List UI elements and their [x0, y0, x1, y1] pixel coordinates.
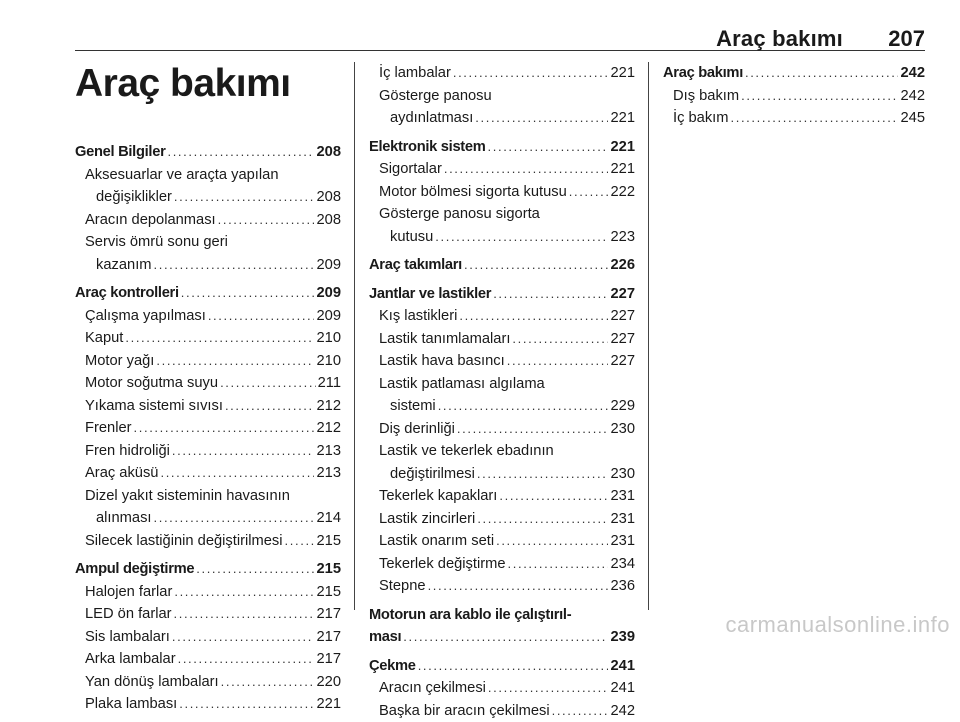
- dot-leader: [488, 677, 609, 700]
- toc-entry[interactable]: [369, 463, 635, 486]
- dot-leader: [167, 141, 314, 164]
- dot-leader: [225, 395, 315, 418]
- dot-leader: [457, 418, 609, 441]
- toc-entry[interactable]: [663, 107, 925, 130]
- toc-section-entry[interactable]: [369, 655, 635, 678]
- toc-page-number: 209: [316, 282, 341, 305]
- toc-entry: [369, 373, 635, 396]
- dot-leader: [475, 107, 608, 130]
- toc-entry-title: kazanım: [96, 254, 152, 277]
- toc-entry-title: Motor yağı: [85, 350, 154, 373]
- dot-leader: [569, 181, 609, 204]
- dot-leader: [477, 463, 609, 486]
- toc-entry-title: Lastik patlaması algılama: [379, 373, 545, 396]
- watermark: carmanualsonline.info: [725, 612, 950, 638]
- page-number: 207: [888, 26, 925, 52]
- toc-page-number: 227: [610, 328, 635, 351]
- toc-entry[interactable]: [369, 395, 635, 418]
- dot-leader: [125, 327, 314, 350]
- toc-entry-title: sistemi: [390, 395, 436, 418]
- dot-leader: [403, 626, 608, 649]
- toc-page-number: 230: [610, 418, 635, 441]
- toc-entry-title: İç lambalar: [379, 62, 451, 85]
- dot-leader: [174, 603, 315, 626]
- toc-entry: [75, 231, 341, 254]
- chapter-title: Araç bakımı: [75, 62, 291, 106]
- dot-leader: [154, 254, 315, 277]
- toc-entry[interactable]: [75, 186, 341, 209]
- dot-leader: [208, 305, 315, 328]
- toc-section-entry[interactable]: [75, 282, 341, 305]
- dot-leader: [172, 440, 315, 463]
- toc-entry-title: Genel Bilgiler: [75, 141, 165, 164]
- dot-leader: [477, 508, 608, 531]
- toc-entry[interactable]: [75, 209, 341, 232]
- dot-leader: [493, 283, 608, 306]
- toc-entry[interactable]: [75, 626, 341, 649]
- toc-entry-title: Dizel yakıt sisteminin havasının: [85, 485, 290, 508]
- toc-entry[interactable]: [75, 671, 341, 694]
- toc-page-number: 227: [610, 305, 635, 328]
- toc-page-number: 227: [610, 283, 635, 306]
- toc-entry-title: Araç kontrolleri: [75, 282, 179, 305]
- toc-page-number: 222: [610, 181, 635, 204]
- dot-leader: [160, 462, 314, 485]
- toc-entry-title: Diş derinliği: [379, 418, 455, 441]
- toc-entry-title: Arka lambalar: [85, 648, 176, 671]
- toc-page-number: 211: [318, 372, 341, 395]
- toc-page-number: 242: [610, 700, 635, 722]
- toc-entry[interactable]: [369, 350, 635, 373]
- toc-page-number: 217: [316, 648, 341, 671]
- toc-page-number: 221: [610, 158, 635, 181]
- toc-entry[interactable]: [663, 85, 925, 108]
- dot-leader: [508, 553, 609, 576]
- toc-entry-title: Silecek lastiğinin değiştirilmesi: [85, 530, 283, 553]
- toc-entry[interactable]: [75, 372, 341, 395]
- dot-leader: [464, 254, 609, 277]
- dot-leader: [174, 581, 314, 604]
- toc-entry[interactable]: [369, 158, 635, 181]
- toc-section-entry[interactable]: [369, 254, 635, 277]
- toc-entry[interactable]: [75, 305, 341, 328]
- dot-leader: [172, 626, 315, 649]
- toc-column-2: [369, 62, 635, 722]
- toc-page-number: 215: [316, 530, 341, 553]
- toc-entry-title: Halojen farlar: [85, 581, 172, 604]
- toc-section-entry[interactable]: [75, 141, 341, 164]
- dot-leader: [741, 85, 898, 108]
- toc-page-number: 217: [316, 603, 341, 626]
- toc-page-number: 213: [316, 462, 341, 485]
- toc-entry-title: Araç aküsü: [85, 462, 158, 485]
- toc-entry[interactable]: [369, 226, 635, 249]
- toc-entry-title: Plaka lambası: [85, 693, 177, 716]
- dot-leader: [459, 305, 608, 328]
- running-title: Araç bakımı: [716, 26, 843, 52]
- toc-entry-title: LED ön farlar: [85, 603, 172, 626]
- dot-leader: [196, 558, 314, 581]
- toc-entry-title: değiştirilmesi: [390, 463, 475, 486]
- toc-entry-title: Jantlar ve lastikler: [369, 283, 491, 306]
- toc-entry[interactable]: [75, 462, 341, 485]
- toc-entry-title: Yıkama sistemi sıvısı: [85, 395, 223, 418]
- toc-entry-title: Dış bakım: [673, 85, 739, 108]
- toc-entry-title: Lastik tanımlamaları: [379, 328, 510, 351]
- toc-page-number: 223: [610, 226, 635, 249]
- toc-entry-title: Sis lambaları: [85, 626, 170, 649]
- toc-page-number: 241: [610, 677, 635, 700]
- toc-entry-title: Sigortalar: [379, 158, 442, 181]
- toc-entry-title: Yan dönüş lambaları: [85, 671, 219, 694]
- dot-leader: [218, 209, 315, 232]
- toc-entry-title: Aracın depolanması: [85, 209, 216, 232]
- column-divider: [648, 62, 649, 610]
- toc-page-number: 209: [316, 254, 341, 277]
- toc-entry-title: Gösterge panosu sigorta: [379, 203, 540, 226]
- toc-entry[interactable]: [75, 395, 341, 418]
- toc-page-number: 210: [316, 327, 341, 350]
- toc-section-entry[interactable]: [369, 626, 635, 649]
- toc-entry-title: Motor bölmesi sigorta kutusu: [379, 181, 567, 204]
- toc-entry: [75, 164, 341, 187]
- toc-entry-title: değişiklikler: [96, 186, 172, 209]
- toc-page-number: 229: [610, 395, 635, 418]
- toc-page-number: 230: [610, 463, 635, 486]
- toc-page-number: 215: [316, 558, 341, 581]
- toc-entry-title: Lastik zincirleri: [379, 508, 475, 531]
- toc-entry-title: Motor soğutma suyu: [85, 372, 218, 395]
- toc-page-number: 226: [610, 254, 635, 277]
- toc-page-number: 221: [610, 107, 635, 130]
- toc-entry[interactable]: [369, 508, 635, 531]
- dot-leader: [438, 395, 609, 418]
- dot-leader: [220, 372, 316, 395]
- toc-page-number: 213: [316, 440, 341, 463]
- toc-entry-title: Lastik hava basıncı: [379, 350, 505, 373]
- dot-leader: [453, 62, 609, 85]
- toc-entry[interactable]: [75, 530, 341, 553]
- toc-entry-title: Kış lastikleri: [379, 305, 457, 328]
- toc-entry[interactable]: [369, 305, 635, 328]
- toc-section-entry[interactable]: [75, 558, 341, 581]
- dot-leader: [154, 507, 315, 530]
- toc-entry-title: Gösterge panosu: [379, 85, 492, 108]
- toc-entry-title: Lastik onarım seti: [379, 530, 494, 553]
- toc-entry[interactable]: [75, 603, 341, 626]
- dot-leader: [745, 62, 899, 85]
- toc-page-number: 231: [610, 530, 635, 553]
- toc-page-number: 227: [610, 350, 635, 373]
- toc-entry-title: Çalışma yapılması: [85, 305, 206, 328]
- toc-entry[interactable]: [369, 553, 635, 576]
- toc-entry: [369, 440, 635, 463]
- toc-page-number: 215: [316, 581, 341, 604]
- toc-page-number: 221: [610, 136, 635, 159]
- dot-leader: [435, 226, 608, 249]
- dot-leader: [428, 575, 609, 598]
- toc-entry[interactable]: [75, 581, 341, 604]
- toc-entry-title: İç bakım: [673, 107, 729, 130]
- toc-entry[interactable]: [75, 440, 341, 463]
- toc-entry[interactable]: [369, 485, 635, 508]
- dot-leader: [174, 186, 315, 209]
- page-header: [75, 22, 925, 51]
- toc-entry[interactable]: [369, 181, 635, 204]
- toc-entry[interactable]: [369, 418, 635, 441]
- toc-page-number: 234: [610, 553, 635, 576]
- column-divider: [354, 62, 355, 610]
- toc-entry[interactable]: [369, 328, 635, 351]
- toc-page-number: 231: [610, 485, 635, 508]
- dot-leader: [178, 648, 315, 671]
- toc-entry-title: Kaput: [85, 327, 123, 350]
- toc-entry-title: kutusu: [390, 226, 433, 249]
- toc-page-number: 208: [316, 186, 341, 209]
- toc-entry[interactable]: [369, 700, 635, 722]
- toc-entry[interactable]: [75, 350, 341, 373]
- toc-entry-title: Fren hidroliği: [85, 440, 170, 463]
- toc-page-number: 236: [610, 575, 635, 598]
- dot-leader: [181, 282, 315, 305]
- toc-column-1: [75, 141, 341, 716]
- toc-entry[interactable]: [369, 62, 635, 85]
- toc-entry-title: Elektronik sistem: [369, 136, 486, 159]
- toc-entry[interactable]: [75, 417, 341, 440]
- toc-entry-title: alınması: [96, 507, 152, 530]
- toc-entry: [369, 203, 635, 226]
- dot-leader: [499, 485, 608, 508]
- dot-leader: [496, 530, 608, 553]
- toc-page-number: 210: [316, 350, 341, 373]
- toc-page-number: 242: [900, 62, 925, 85]
- toc-page-number: 221: [610, 62, 635, 85]
- toc-entry-title: Aksesuarlar ve araçta yapılan: [85, 164, 278, 187]
- dot-leader: [156, 350, 314, 373]
- toc-page-number: 245: [900, 107, 925, 130]
- toc-entry-title: Başka bir aracın çekilmesi: [379, 700, 550, 722]
- toc-entry-title: ması: [369, 626, 401, 649]
- toc-entry[interactable]: [369, 575, 635, 598]
- toc-entry-title: Ampul değiştirme: [75, 558, 194, 581]
- dot-leader: [444, 158, 609, 181]
- dot-leader: [512, 328, 608, 351]
- toc-entry-title: Tekerlek kapakları: [379, 485, 497, 508]
- toc-entry-title: Tekerlek değiştirme: [379, 553, 506, 576]
- toc-page-number: 242: [900, 85, 925, 108]
- toc-section-entry[interactable]: [369, 283, 635, 306]
- toc-page-number: 209: [316, 305, 341, 328]
- toc-entry[interactable]: [75, 648, 341, 671]
- toc-entry-title: Servis ömrü sonu geri: [85, 231, 228, 254]
- toc-page-number: 220: [316, 671, 341, 694]
- dot-leader: [418, 655, 609, 678]
- toc-entry[interactable]: [75, 254, 341, 277]
- toc-entry[interactable]: [75, 327, 341, 350]
- toc-entry-title: Araç takımları: [369, 254, 462, 277]
- dot-leader: [285, 530, 315, 553]
- dot-leader: [134, 417, 315, 440]
- toc-entry[interactable]: [369, 107, 635, 130]
- toc-page-number: 208: [316, 209, 341, 232]
- toc-entry-title: Stepne: [379, 575, 426, 598]
- toc-page-number: 221: [316, 693, 341, 716]
- toc-page-number: 231: [610, 508, 635, 531]
- toc-entry: [75, 485, 341, 508]
- toc-page-number: 214: [316, 507, 341, 530]
- toc-page-number: 217: [316, 626, 341, 649]
- dot-leader: [731, 107, 899, 130]
- dot-leader: [552, 700, 609, 722]
- dot-leader: [179, 693, 314, 716]
- toc-entry[interactable]: [75, 507, 341, 530]
- toc-entry-title: Çekme: [369, 655, 416, 678]
- toc-page-number: 212: [316, 395, 341, 418]
- toc-page-number: 239: [610, 626, 635, 649]
- toc-column-3: [663, 62, 925, 130]
- toc-entry: [369, 85, 635, 108]
- toc-entry-title: Araç bakımı: [663, 62, 743, 85]
- toc-entry[interactable]: [369, 530, 635, 553]
- toc-entry-title: Aracın çekilmesi: [379, 677, 486, 700]
- toc-entry-title: Frenler: [85, 417, 132, 440]
- dot-leader: [221, 671, 315, 694]
- toc-page-number: 208: [316, 141, 341, 164]
- toc-page-number: 212: [316, 417, 341, 440]
- toc-entry-title: Lastik ve tekerlek ebadının: [379, 440, 554, 463]
- toc-section-entry: [369, 604, 635, 627]
- toc-section-entry[interactable]: [663, 62, 925, 85]
- toc-entry[interactable]: [75, 693, 341, 716]
- dot-leader: [507, 350, 609, 373]
- toc-page-number: 241: [610, 655, 635, 678]
- toc-entry-title: Motorun ara kablo ile çalıştırıl-: [369, 604, 571, 627]
- toc-entry[interactable]: [369, 677, 635, 700]
- toc-section-entry[interactable]: [369, 136, 635, 159]
- toc-entry-title: aydınlatması: [390, 107, 473, 130]
- dot-leader: [488, 136, 609, 159]
